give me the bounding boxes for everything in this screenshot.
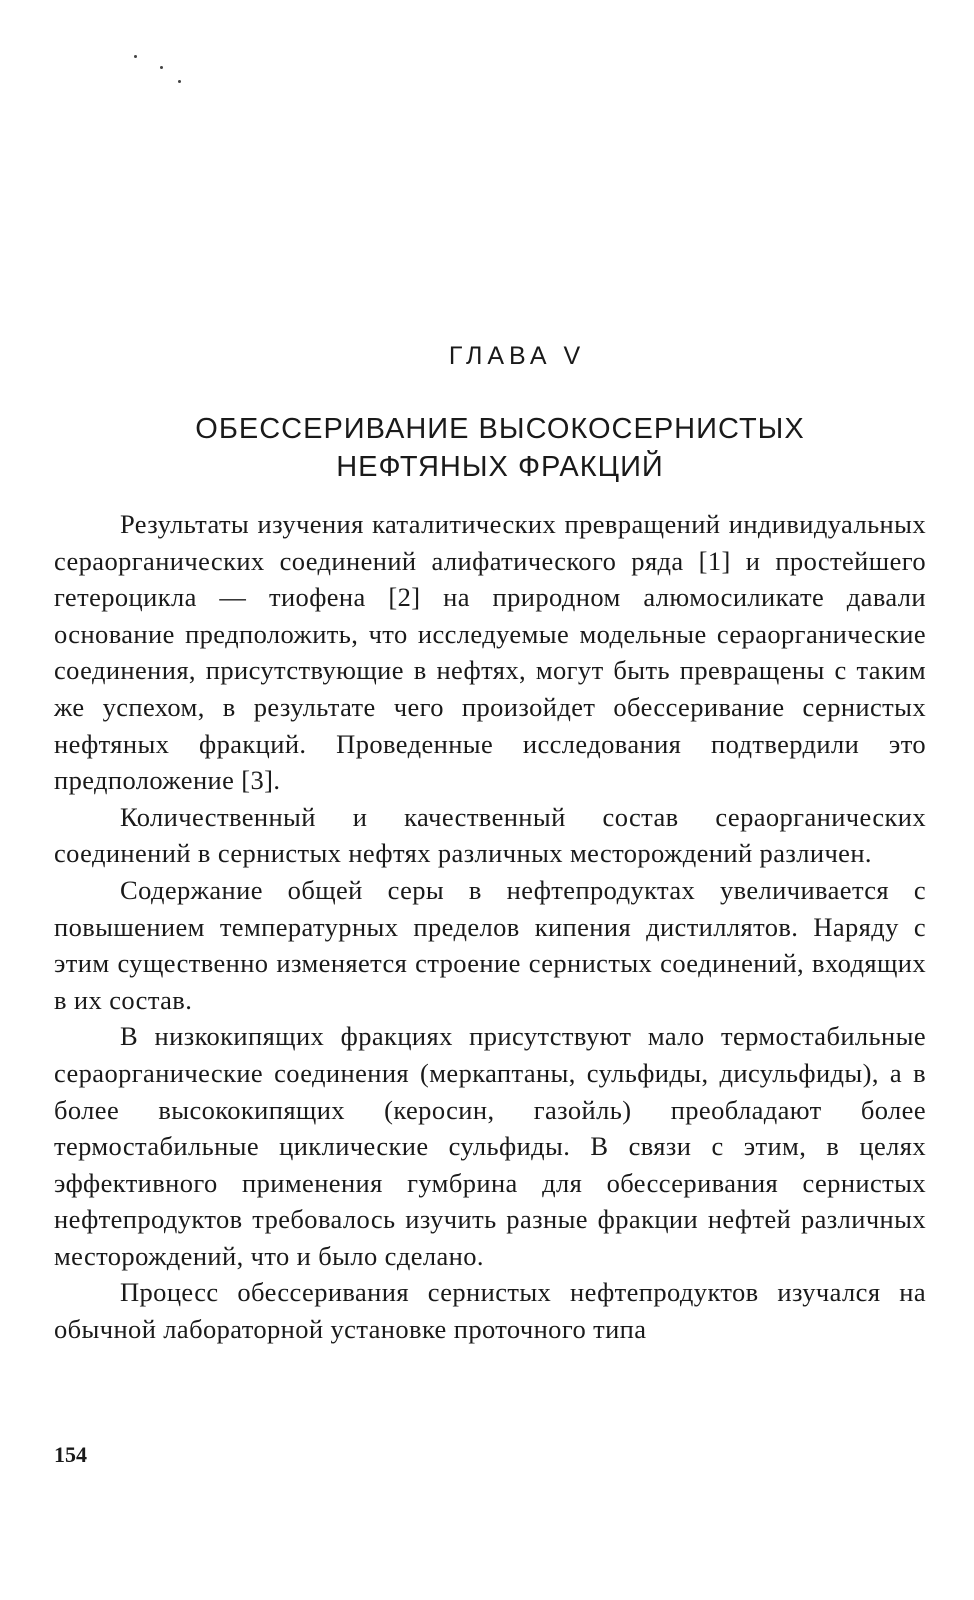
paragraph: Количественный и качественный состав сераорганических соединений в сернистых нефтях различных месторождений различен. <box>54 801 926 869</box>
paragraph: Процесс обессеривания сернистых нефтепродуктов изучался на обычной лабораторной установке проточного типа <box>54 1277 926 1345</box>
page-number: 154 <box>54 1442 87 1467</box>
print-speck <box>134 55 137 58</box>
chapter-title <box>120 410 880 486</box>
print-speck <box>178 80 181 83</box>
paragraph: Результаты изучения каталитических превращений индивидуальных сераорганических соединений алифатического ряда [1] и простейшего гетероцикла — тиофена [2] на природном алюмосиликате давали основание предположить, что исследуемые модельные сераорганические соединения, присутствующие в нефтях, могут быть превращены с таким же успехом, в результате чего произойдет обессеривание сернистых нефтяных фракций. Проведенные исследования подтвердили это предположение [3]. <box>54 509 926 796</box>
chapter-title-line: НЕФТЯНЫХ ФРАКЦИЙ <box>336 451 664 483</box>
chapter-title-line: ОБЕССЕРИВАНИЕ ВЫСОКОСЕРНИСТЫХ <box>195 413 805 445</box>
body-text <box>54 506 926 1348</box>
print-speck <box>160 66 163 69</box>
paragraph: Содержание общей серы в нефтепродуктах увеличивается с повышением температурных пределов кипения дистиллятов. Наряду с этим существенно изменяется строение сернистых соединений, входящих в их состав. <box>54 874 926 1015</box>
chapter-label: ГЛАВА V <box>448 342 586 370</box>
paragraph: В низкокипящих фракциях присутствуют мало термостабильные сераорганические соединения (меркаптаны, сульфиды, дисульфиды), а в более высококипящих (керосин, газойль) преобладают более термостабильные циклические сульфиды. В связи с этим, в целях эффективного применения гумбрина для обессеривания сернистых нефтепродуктов требовалось изучить разные фракции нефтей различных месторождений, что и было сделано. <box>54 1021 926 1271</box>
